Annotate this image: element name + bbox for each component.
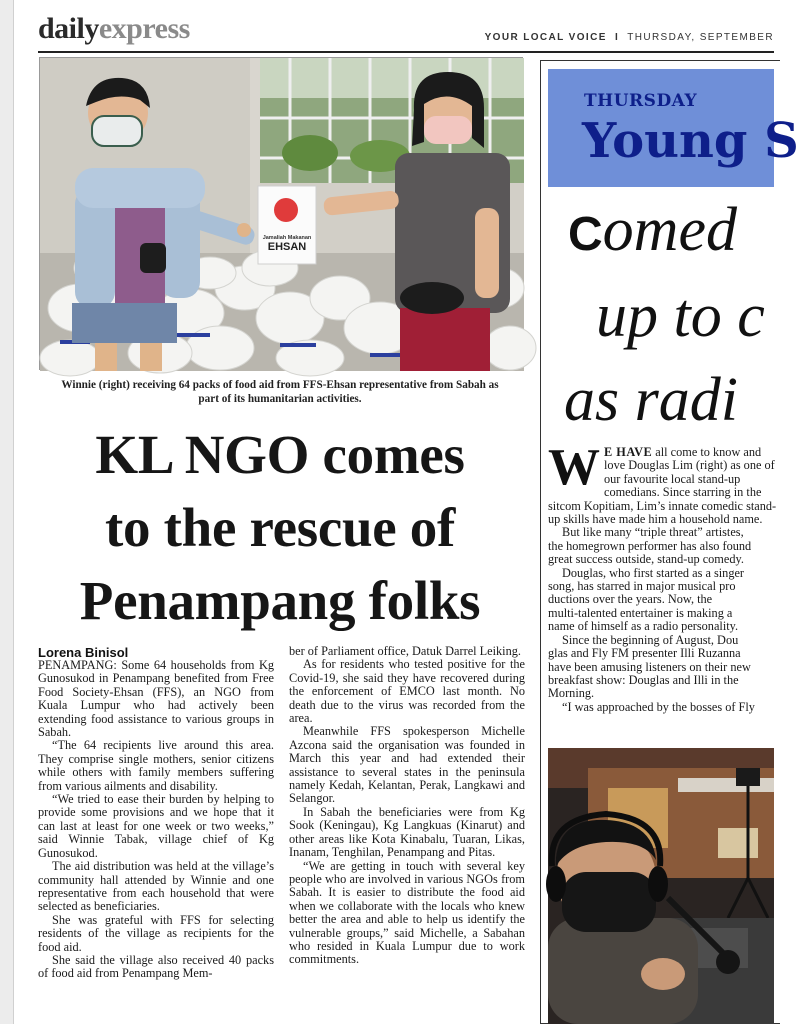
paragraph: Meanwhile FFS spokesperson Michelle Azcona said the organisation was founded in March this year and had extended their assistance to several states in the peninsula namely Kedah, Kelantan, Perak, Langkawi and Selangor.: [289, 724, 525, 806]
paragraph: She was grateful with FFS for selecting residents of the village as recipients for the food aid.: [38, 912, 274, 954]
banner-title: Young S: [582, 113, 799, 169]
feature-headline-rest: omed: [602, 196, 737, 264]
feature-lead: [548, 439, 784, 527]
paragraph: The aid distribution was held at the village’s community hall attended by Winnie and one representative from each household that were selected as beneficiaries.: [38, 859, 274, 914]
feature-line: multi-talented entertainer is making a: [548, 605, 733, 620]
feature-body: [548, 439, 784, 714]
feature-line: glas and Fly FM presenter Illi Ruzanna: [548, 646, 741, 661]
lead-smallcaps: E HAVE: [604, 445, 653, 459]
page-edge: [0, 0, 14, 1024]
paragraph: “We tried to ease their burden by helping to provide some provisions and we hope that it can last at least for one week or two weeks,” said Winnie Tabak, village chief of Kg Gunosukod.: [38, 792, 274, 860]
paragraph: As for residents who tested positive for the Covid-19, she said they have recovered during the enforcement of EMCO last month. No death due to the virus was recorded from the area.: [289, 657, 525, 726]
feature-headline-line: as radi: [564, 366, 738, 434]
logo-daily: daily: [38, 12, 99, 45]
article-column-1: [38, 659, 274, 981]
article-column-2: [289, 645, 525, 967]
feature-line: Douglas, who first started as a singer: [562, 565, 745, 580]
paragraph: “The 64 recipients live around this area. They comprise single mothers, senior citizens while others with family members suffering from various ailments and disability.: [38, 738, 274, 793]
banner-day: THURSDAY: [584, 91, 698, 111]
article-headline: [30, 418, 530, 637]
feature-line: song, has starred in major musical pro: [548, 579, 736, 594]
lead-text: all come to know and love Douglas Lim (right) as one of our favourite local stand-up comedians. Since starring in the sitcom Kopitiam, Lim’s innate comedic stand-up skills have made him a household name.: [548, 445, 777, 527]
radio-studio-photo: [548, 748, 774, 1024]
paragraph: ber of Parliament office, Datuk Darrel Leiking.: [289, 644, 521, 658]
tagline-voice: YOUR LOCAL VOICE: [484, 32, 607, 43]
logo-express: express: [98, 12, 190, 45]
feature-line: ductions over the years. Now, the: [548, 592, 713, 607]
newspaper-logo: [38, 12, 190, 46]
feature-headline-line: [568, 190, 737, 275]
paragraph: She said the village also received 40 packs of food aid from Penampang Mem-: [38, 952, 274, 981]
byline: Lorena Binisol: [38, 645, 129, 660]
headline-line: KL NGO comes: [95, 424, 465, 485]
masthead-tagline: [485, 32, 774, 43]
tagline-separator: I: [615, 32, 620, 43]
food-aid-photo: [39, 57, 523, 370]
feature-line: breakfast show: Douglas and Illi in the: [548, 672, 739, 687]
paragraph: PENAMPANG: Some 64 households from Kg Gunosukod in Penampang benefited from Free Food Society-Ehsan (FFS), an NGO from Kuala Lumpur who had actively been extending food assistance to various groups in Sabah.: [38, 658, 274, 740]
masthead: [38, 8, 774, 54]
feature-line: name of himself as a radio personality.: [548, 619, 739, 634]
tagline-date: THURSDAY, SEPTEMBER: [627, 32, 774, 43]
headline-line: to the rescue of: [104, 497, 456, 558]
feature-headline-cap: C: [568, 208, 603, 261]
photo-caption: Winnie (right) receiving 64 packs of food aid from FFS-Ehsan representative from Sabah as part of its humanitarian activities.: [61, 379, 499, 405]
svg-text:Jamaliah Makanan: Jamaliah Makanan: [262, 235, 312, 241]
feature-line: the homegrown performer has also found: [548, 538, 752, 553]
feature-line: Since the beginning of August, Dou: [562, 632, 739, 647]
paragraph: In Sabah the beneficiaries were from Kg Sook (Keningau), Kg Langkuas (Kinarut) and other areas like Kota Kinabalu, Tuaran, Likas, Inanam, Tenghilan, Penampang and Pitas.: [289, 804, 525, 860]
feature-line: great success outside, stand-up comedy.: [548, 552, 744, 567]
paragraph: “We are getting in touch with several key people who are involved in various NGOs from Sabah. It is easier to distribute the food aid when we collaborate with the locals who knew better the area and able to help us identify the vulnerable groups,” said Michelle, a Sabahan who resided in Kuala Lumpur due to work commitments.: [289, 858, 525, 967]
feature-headline-line: up to c: [596, 282, 765, 350]
feature-line: have been amusing listeners on their new: [548, 659, 751, 674]
headline-line: Penampang folks: [79, 570, 481, 631]
drop-cap: W: [548, 439, 600, 496]
feature-line: But like many “triple threat” artistes,: [562, 525, 744, 540]
masthead-rule: [38, 51, 774, 53]
feature-line: Morning.: [548, 686, 595, 701]
feature-banner: [548, 69, 799, 187]
feature-line: “I was approached by the bosses of Fly: [562, 699, 755, 714]
svg-text:EHSAN: EHSAN: [267, 241, 307, 253]
